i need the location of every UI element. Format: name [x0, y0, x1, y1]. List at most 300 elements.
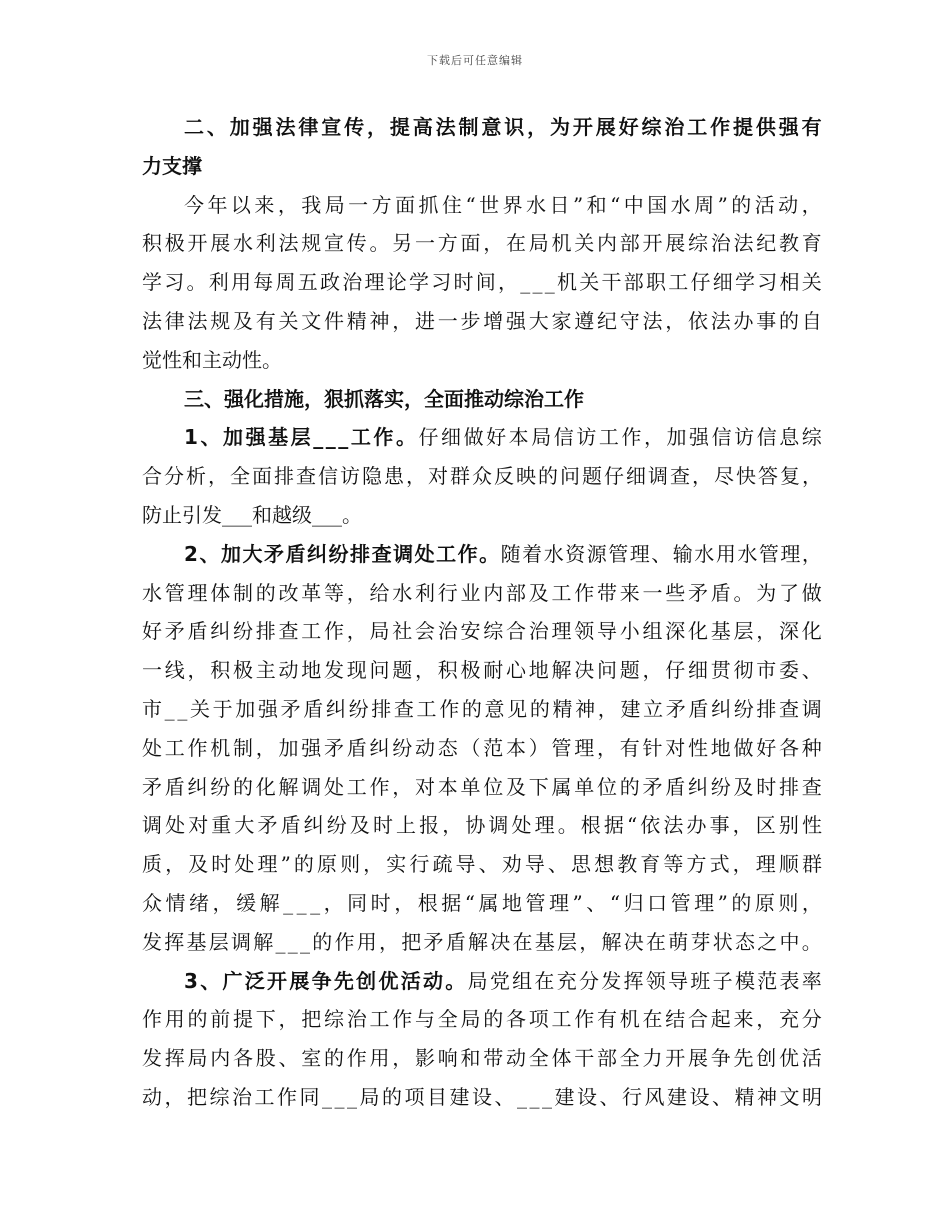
- text-char: _: [313, 425, 324, 450]
- text-char: 时: [756, 774, 777, 799]
- text-char: 纠: [187, 774, 208, 799]
- text-char: 优: [378, 968, 399, 993]
- text-char: 决: [574, 658, 595, 683]
- text-char: 、: [200, 968, 221, 993]
- text-char: 强: [689, 425, 710, 450]
- text-char: 组: [512, 968, 533, 993]
- text-char: 相: [779, 270, 800, 295]
- text-char: 极: [164, 231, 185, 256]
- text-char: 建: [554, 1084, 575, 1109]
- text-char: 位: [483, 774, 504, 799]
- text-char: 法: [663, 813, 684, 838]
- text-char: 1: [184, 425, 198, 450]
- text-char: 矛: [324, 735, 344, 760]
- text-char: ，: [483, 231, 504, 256]
- text-char: 性: [688, 735, 708, 760]
- text-char: 纷: [210, 774, 231, 799]
- text-line: [142, 418, 822, 457]
- text-char: 争: [710, 1046, 731, 1071]
- text-char: 理: [534, 813, 555, 838]
- text-char: ，: [255, 735, 276, 760]
- text-char: 学: [735, 270, 755, 295]
- text-line: [142, 612, 822, 651]
- text-char: 矛: [257, 813, 278, 838]
- text-char: 理: [551, 619, 572, 644]
- text-char: ，: [394, 890, 415, 915]
- text-line: [142, 263, 822, 302]
- text-char: 以: [230, 192, 251, 217]
- text-char: 作: [621, 425, 642, 450]
- text-char: 综: [801, 425, 822, 450]
- text-char: 作: [324, 619, 344, 644]
- text-char: 疏: [432, 852, 453, 877]
- text-char: 挥: [623, 968, 644, 993]
- text-char: 。: [557, 813, 578, 838]
- text-char: 仔: [604, 464, 624, 489]
- text-char: 查: [393, 696, 414, 721]
- text-char: 党: [489, 968, 510, 993]
- text-char: 加: [235, 696, 256, 721]
- text-char: 目: [427, 1084, 447, 1109]
- text-char: 在: [506, 231, 526, 256]
- text-char: 小: [619, 619, 640, 644]
- text-char: 办: [686, 813, 707, 838]
- text-char: 及: [233, 308, 253, 333]
- text-char: 层: [733, 619, 754, 644]
- text-char: 改: [278, 580, 299, 605]
- text-char: 委: [779, 658, 799, 683]
- text-char: 干: [601, 270, 622, 295]
- text-char: 法: [435, 115, 456, 139]
- text-char: 原: [316, 852, 337, 877]
- text-char: 来: [254, 192, 275, 217]
- text-char: 纠: [369, 735, 390, 760]
- text-char: 、: [801, 658, 822, 683]
- text-char: 性: [801, 813, 822, 838]
- text-char: 法: [142, 308, 162, 333]
- text-char: 矛: [423, 929, 444, 954]
- text-char: 利: [255, 231, 276, 256]
- text-char: ，: [278, 1007, 299, 1032]
- text-char: 极: [460, 658, 481, 683]
- text-char: 深: [779, 619, 799, 644]
- text-char: 情: [165, 890, 186, 915]
- text-char: ，: [579, 929, 600, 954]
- text-char: 先: [333, 968, 354, 993]
- text-char: 泛: [244, 968, 265, 993]
- text-char: 立: [643, 696, 664, 721]
- text-char: 下: [255, 1007, 276, 1032]
- text-char: 排: [756, 696, 777, 721]
- text-char: 水: [737, 541, 758, 566]
- text-char: 治: [232, 1084, 252, 1109]
- text-char: ”: [572, 890, 583, 915]
- text-line: [142, 302, 822, 341]
- text-char: 了: [779, 580, 799, 605]
- text-char: 强: [506, 308, 526, 333]
- text-char: 局: [467, 968, 488, 993]
- text-char: ，: [346, 619, 367, 644]
- text-char: 家: [551, 308, 572, 333]
- text-char: 信: [553, 425, 574, 450]
- text-char: 问: [369, 658, 390, 683]
- text-char: 项: [528, 1007, 549, 1032]
- text-char: 盾: [164, 774, 185, 799]
- text-char: 纷: [233, 619, 253, 644]
- text-line: [142, 496, 822, 535]
- text-char: 解: [259, 890, 280, 915]
- text-char: 合: [142, 464, 162, 489]
- text-char: 中: [779, 929, 800, 954]
- text-char: 理: [187, 580, 208, 605]
- text-char: 行: [622, 1084, 642, 1109]
- text-char: ，: [498, 270, 518, 295]
- text-char: 源: [586, 541, 607, 566]
- text-char: 化: [255, 774, 276, 799]
- text-char: 解: [468, 929, 488, 954]
- text-char: 项: [404, 1084, 425, 1109]
- text-char: 的: [233, 774, 253, 799]
- text-char: ”: [280, 852, 291, 877]
- text-char: 依: [640, 813, 661, 838]
- text-char: 全: [230, 464, 250, 489]
- text-char: 建: [667, 1084, 687, 1109]
- text-char: 层: [208, 929, 229, 954]
- text-char: 展: [688, 1046, 708, 1071]
- text-char: 极: [233, 658, 253, 683]
- text-char: 理: [629, 541, 650, 566]
- text-char: 作: [334, 929, 355, 954]
- text-char: 导: [668, 968, 689, 993]
- text-char: 社: [392, 619, 413, 644]
- text-char: 文: [301, 308, 322, 333]
- text-char: 重: [211, 813, 232, 838]
- text-char: 周: [275, 270, 296, 295]
- text-char: 动: [415, 735, 435, 760]
- text-char: 处: [142, 735, 162, 760]
- text-char: 展: [289, 968, 310, 993]
- text-char: 线: [164, 658, 185, 683]
- text-char: 纠: [307, 541, 328, 566]
- text-char: 调: [301, 774, 322, 799]
- text-char: 同: [299, 1084, 320, 1109]
- text-char: 神: [757, 1084, 777, 1109]
- text-char: 文: [779, 1084, 800, 1109]
- text-char: 起: [710, 1007, 731, 1032]
- text-char: 利: [208, 270, 229, 295]
- text-char: 和: [460, 1046, 481, 1071]
- text-line: [142, 186, 822, 225]
- text-char: 矛: [665, 696, 686, 721]
- text-char: 排: [274, 464, 294, 489]
- text-char: 调: [393, 541, 414, 566]
- text-char: 革: [301, 580, 322, 605]
- text-char: 时: [211, 852, 232, 877]
- text-char: 力: [642, 1046, 663, 1071]
- text-char: 纪: [756, 231, 777, 256]
- text-char: 理: [694, 890, 715, 915]
- text-char: 制: [458, 115, 479, 139]
- text-char: 地: [710, 735, 731, 760]
- text-char: 局: [187, 1046, 208, 1071]
- text-char: 自: [801, 308, 822, 333]
- text-char: 、: [494, 1084, 515, 1109]
- text-char: 响: [437, 1046, 458, 1071]
- text-char: 影: [415, 1046, 435, 1071]
- text-char: 件: [324, 308, 344, 333]
- text-char: _: [310, 890, 321, 915]
- text-char: 律: [164, 308, 185, 333]
- text-char: 解: [551, 658, 572, 683]
- text-char: 解: [253, 929, 274, 954]
- text-char: 综: [209, 1084, 230, 1109]
- text-char: 局: [359, 1084, 380, 1109]
- text-char: 把: [401, 929, 422, 954]
- text-char: 开: [665, 1046, 686, 1071]
- text-char: 及: [528, 580, 549, 605]
- text-char: 耐: [483, 658, 504, 683]
- text-char: 关: [278, 308, 299, 333]
- text-char: 于: [212, 696, 233, 721]
- text-char: 为: [550, 115, 570, 139]
- text-char: 精: [734, 1084, 755, 1109]
- text-char: 工: [301, 619, 322, 644]
- text-char: 提: [233, 1007, 253, 1032]
- text-char: 及: [349, 813, 370, 838]
- text-char: 好: [142, 619, 162, 644]
- text-char: 干: [574, 1046, 595, 1071]
- text-char: 模: [734, 968, 755, 993]
- text-char: 的: [529, 696, 550, 721]
- text-char: 发: [324, 658, 344, 683]
- text-char: 机: [557, 270, 577, 295]
- text-char: ，: [442, 813, 463, 838]
- text-char: 部: [619, 231, 640, 256]
- text-char: 传: [346, 231, 367, 256]
- text-char: 市: [756, 658, 777, 683]
- text-char: 的: [324, 1046, 344, 1071]
- text-char: 工: [369, 1007, 390, 1032]
- text-char: 实: [386, 852, 407, 877]
- text-char: 方: [437, 231, 458, 256]
- text-segment: 防止引发___和越级___。: [142, 502, 362, 527]
- text-char: 另: [392, 231, 413, 256]
- text-char: 部: [597, 1046, 617, 1071]
- text-char: 教: [779, 231, 799, 256]
- text-char: 大: [242, 541, 263, 566]
- text-char: 每: [253, 270, 274, 295]
- text-char: ，: [392, 308, 413, 333]
- text-char: 法: [710, 308, 731, 333]
- text-char: 开: [187, 231, 208, 256]
- text-char: 内: [210, 1046, 231, 1071]
- text-char: 传: [344, 115, 365, 139]
- text-char: 强: [257, 696, 278, 721]
- text-char: 风: [644, 1084, 665, 1109]
- text-char: 盾: [303, 696, 324, 721]
- text-char: ，: [801, 541, 822, 566]
- text-char: 综: [483, 619, 504, 644]
- text-char: 层: [290, 425, 311, 450]
- text-char: 仔: [665, 658, 686, 683]
- text-char: 作: [277, 1084, 297, 1109]
- text-char: 意: [481, 115, 502, 139]
- text-char: 。: [395, 425, 416, 450]
- text-char: 心: [506, 658, 526, 683]
- text-char: 下: [528, 774, 549, 799]
- text-char: 各: [506, 1007, 526, 1032]
- text-char: 关: [579, 270, 600, 295]
- text-line: [142, 147, 822, 186]
- text-char: 理: [780, 541, 801, 566]
- text-char: ，: [208, 464, 228, 489]
- text-char: _: [544, 270, 555, 295]
- text-char: 着: [522, 541, 543, 566]
- text-char: 查: [779, 696, 800, 721]
- text-char: 学: [142, 270, 162, 295]
- text-char: ，: [323, 890, 344, 915]
- text-char: 绪: [189, 890, 210, 915]
- text-char: 导: [524, 852, 545, 877]
- text-char: 动: [778, 192, 799, 217]
- text-char: 见: [507, 696, 528, 721]
- text-char: _: [287, 929, 298, 954]
- text-char: 充: [556, 968, 577, 993]
- text-char: 加: [229, 115, 250, 139]
- text-char: 发: [142, 1046, 162, 1071]
- text-char: 全: [528, 1046, 549, 1071]
- text-char: 题: [619, 658, 640, 683]
- text-char: 住: [441, 192, 462, 217]
- text-char: ，: [692, 464, 712, 489]
- text-char: 加: [278, 735, 299, 760]
- text-char: 育: [801, 231, 822, 256]
- text-char: 的: [293, 852, 314, 877]
- text-char: ，: [363, 852, 384, 877]
- text-char: 间: [475, 270, 496, 295]
- text-char: 管: [164, 580, 185, 605]
- text-char: 化: [688, 619, 708, 644]
- text-char: 做: [733, 735, 754, 760]
- text-char: 带: [597, 580, 617, 605]
- text-char: 治: [437, 619, 458, 644]
- text-char: 来: [733, 1007, 754, 1032]
- text-char: ，: [643, 425, 664, 450]
- text-char: 。: [186, 270, 207, 295]
- text-char: 上: [396, 813, 417, 838]
- text-char: 、: [206, 115, 227, 139]
- text-char: 时: [370, 890, 391, 915]
- text-char: 报: [419, 813, 440, 838]
- text-char: 及: [188, 852, 209, 877]
- text-char: 积: [142, 231, 162, 256]
- text-char: 访: [340, 464, 360, 489]
- text-char: 区: [755, 813, 776, 838]
- text-char: _: [275, 929, 286, 954]
- text-char: 依: [688, 308, 708, 333]
- text-char: 决: [490, 929, 511, 954]
- text-char: 子: [712, 968, 733, 993]
- text-char: 分: [164, 464, 184, 489]
- text-char: ，: [732, 813, 753, 838]
- text-char: ，: [732, 852, 753, 877]
- text-char: 习: [431, 270, 452, 295]
- text-char: 大: [528, 308, 549, 333]
- text-char: 的: [731, 890, 752, 915]
- text-char: “: [465, 192, 476, 217]
- text-char: ，: [597, 696, 618, 721]
- text-char: 活: [400, 968, 421, 993]
- text-char: 查: [296, 464, 316, 489]
- text-char: 教: [617, 852, 638, 877]
- text-char: 关: [574, 231, 595, 256]
- text-char: 思: [571, 852, 592, 877]
- text-char: 表: [779, 968, 800, 993]
- text-char: 规: [210, 308, 231, 333]
- text-char: 。: [801, 929, 822, 954]
- text-char: 信: [318, 464, 338, 489]
- text-char: 管: [608, 541, 629, 566]
- text-char: 纠: [303, 813, 324, 838]
- text-char: 地: [502, 890, 522, 915]
- text-char: 信: [711, 425, 732, 450]
- text-char: ，: [527, 115, 548, 139]
- text-char: 水: [526, 192, 547, 217]
- text-char: ，: [164, 1084, 185, 1109]
- text-char: 积: [437, 658, 458, 683]
- text-char: 时: [372, 813, 393, 838]
- text-char: 管: [525, 890, 546, 915]
- text-char: 加: [666, 425, 687, 450]
- text-char: 强: [245, 425, 266, 450]
- text-char: 纠: [325, 696, 346, 721]
- text-char: 面: [252, 464, 272, 489]
- text-char: 排: [350, 541, 371, 566]
- text-char: 的: [483, 1007, 504, 1032]
- text-char: 分: [578, 968, 599, 993]
- text-char: ”: [717, 890, 728, 915]
- text-char: 处: [234, 852, 255, 877]
- text-char: 动: [506, 1046, 526, 1071]
- text-char: 原: [754, 890, 775, 915]
- text-char: 地: [528, 658, 549, 683]
- text-char: “: [626, 813, 638, 838]
- text-char: 盾: [710, 580, 731, 605]
- text-char: 法: [275, 115, 296, 139]
- text-char: 综: [324, 1007, 344, 1032]
- text-char: 面: [460, 231, 481, 256]
- text-char: 方: [686, 852, 707, 877]
- text-char: 法: [642, 308, 663, 333]
- text-char: 事: [756, 308, 777, 333]
- text-char: 2: [184, 541, 198, 566]
- text-char: 的: [731, 192, 752, 217]
- text-line: [142, 535, 822, 574]
- text-char: 地: [301, 658, 322, 683]
- text-char: 针: [642, 735, 663, 760]
- text-char: 今: [184, 192, 204, 217]
- text-char: 建: [620, 696, 641, 721]
- text-char: ，: [212, 890, 233, 915]
- text-char: 行: [409, 852, 430, 877]
- text-char: 前: [210, 1007, 231, 1032]
- text-char: 争: [311, 968, 332, 993]
- text-char: 管: [758, 541, 779, 566]
- text-char: ，: [392, 774, 413, 799]
- text-char: 息: [779, 425, 800, 450]
- text-char: “: [610, 192, 621, 217]
- text-char: ，: [367, 115, 387, 139]
